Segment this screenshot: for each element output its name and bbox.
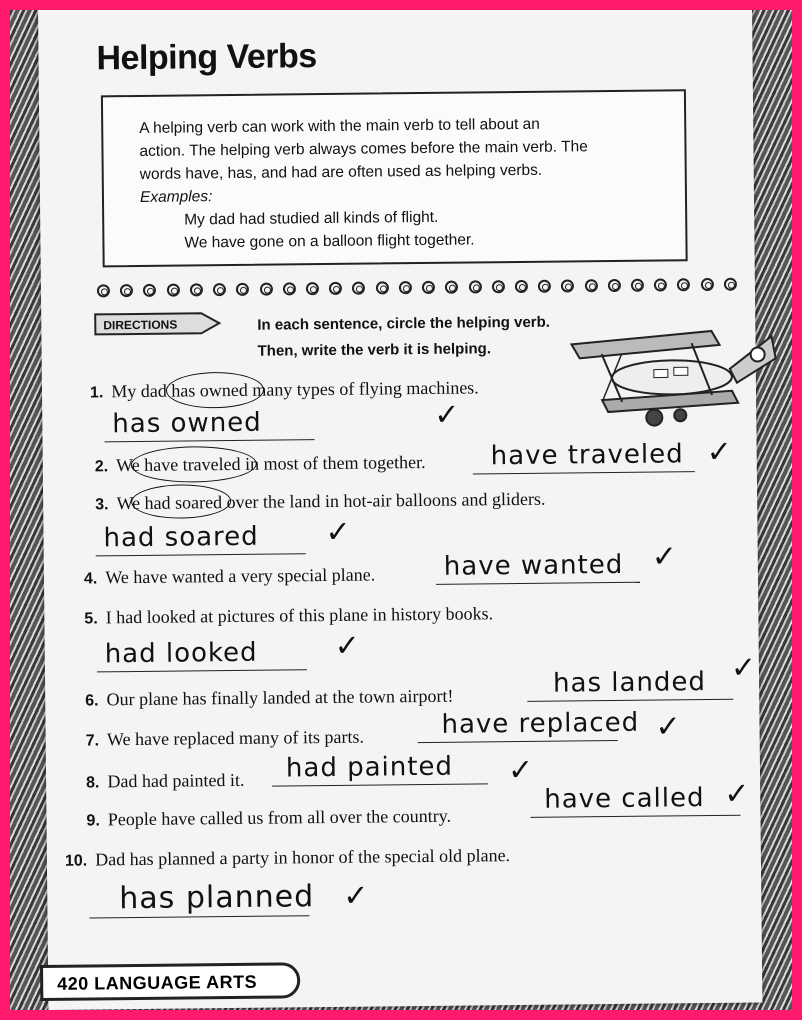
worksheet-page (38, 10, 762, 1010)
definition-line-1: A helping verb can work with the main verb to tell about an (139, 115, 540, 137)
answer-line-7 (418, 740, 618, 743)
check-mark-8: ✓ (507, 753, 534, 788)
answer-line-5 (97, 669, 307, 672)
answer-line-4 (436, 582, 640, 585)
answer-line-1 (105, 439, 315, 442)
sentence-5: 5. I had looked at pictures of this plane in history books. (84, 603, 494, 628)
check-mark-4: ✓ (651, 540, 678, 574)
helping-verb-circle-3 (131, 484, 231, 519)
decorative-dot (283, 282, 296, 295)
decorative-dot (724, 278, 737, 291)
check-mark-9: ✓ (724, 777, 750, 811)
answer-9[interactable]: have called (544, 783, 705, 815)
sentence-4: 4. We have wanted a very special plane. (83, 564, 376, 588)
decorative-dot (97, 284, 110, 297)
check-mark-3: ✓ (325, 515, 351, 550)
definition-line-2: action. The helping verb always comes before the main verb. The (139, 138, 588, 160)
directions-line-1: In each sentence, circle the helping verb. (257, 313, 550, 334)
sentence-8: 8. Dad had painted it. (86, 769, 245, 792)
directions-tag-icon (91, 310, 221, 337)
check-mark-10: ✓ (343, 879, 369, 913)
decorative-dot (213, 283, 226, 296)
answer-line-8 (272, 783, 488, 786)
biplane-illustration-icon (561, 320, 782, 442)
example-1: My dad had studied all kinds of flight. (184, 208, 439, 229)
decorative-dot (538, 280, 551, 293)
answer-1[interactable]: has owned (112, 407, 262, 440)
sentence-3: 3. We had soared over the land in hot-air balloons and gliders. (95, 488, 546, 514)
decorative-dot (167, 284, 180, 297)
helping-verb-circle-1 (166, 372, 264, 409)
decorative-dot (561, 279, 574, 292)
decorative-dot (422, 281, 435, 294)
decorative-dot (306, 282, 319, 295)
decorative-dot (677, 278, 690, 291)
decorative-dot (120, 284, 133, 297)
decorative-dot (259, 283, 272, 296)
answer-2[interactable]: have traveled (490, 439, 684, 472)
decorative-dot (143, 284, 156, 297)
decorative-dot (399, 281, 412, 294)
decorative-dot (584, 279, 597, 292)
decorative-dot (492, 280, 505, 293)
definition-box (101, 89, 688, 267)
check-mark-1: ✓ (434, 398, 460, 432)
check-mark-6: ✓ (730, 651, 757, 685)
answer-6[interactable]: has landed (552, 667, 707, 699)
answer-5[interactable]: had looked (104, 637, 258, 670)
answer-line-6 (527, 699, 733, 702)
decorative-dot (468, 280, 481, 293)
decorative-dot (608, 279, 621, 292)
check-mark-7: ✓ (655, 710, 681, 744)
answer-4[interactable]: have wanted (443, 549, 624, 582)
example-2: We have gone on a balloon flight together. (184, 231, 475, 252)
sentence-2: 2. We have traveled in most of them together. (94, 451, 426, 476)
decorative-dot (236, 283, 249, 296)
answer-line-3 (96, 553, 306, 556)
page-footer: 420 LANGUAGE ARTS (40, 962, 300, 1001)
sentence-1: 1. My dad has owned many types of flying machines. (89, 377, 479, 402)
answer-3[interactable]: had soared (103, 521, 259, 554)
sentence-7: 7. We have replaced many of its parts. (85, 726, 365, 750)
photo-frame (10, 10, 792, 1010)
answer-10[interactable]: has planned (119, 879, 315, 917)
page-title: Helping Verbs (96, 37, 317, 78)
decorative-dot (329, 282, 342, 295)
decorative-dot (701, 278, 714, 291)
decorative-dot (631, 279, 644, 292)
decorative-dot (190, 283, 203, 296)
answer-8[interactable]: had painted (285, 751, 454, 784)
decorative-dot-border (97, 278, 737, 298)
decorative-dot (445, 281, 458, 294)
sentence-10: 10. Dad has planned a party in honor of the special old plane. (64, 845, 511, 870)
directions-text (257, 310, 550, 365)
sentence-9: 9. People have called us from all over the country. (86, 805, 452, 830)
check-mark-5: ✓ (334, 629, 360, 663)
check-mark-2: ✓ (706, 435, 732, 470)
answer-line-2 (473, 471, 695, 474)
decorative-dot (654, 278, 667, 291)
examples-label: Examples: (139, 188, 213, 206)
directions-line-2: Then, write the verb it is helping. (257, 340, 492, 360)
decorative-dot (515, 280, 528, 293)
decorative-dot (352, 282, 365, 295)
helping-verb-circle-2 (131, 446, 257, 483)
directions-tag-label: DIRECTIONS (103, 317, 178, 333)
answer-7[interactable]: have replaced (441, 707, 640, 740)
definition-line-3: words have, has, and had are often used as helping verbs. (139, 161, 543, 183)
sentence-6: 6. Our plane has finally landed at the town airport! (85, 685, 454, 710)
answer-line-9 (530, 815, 740, 818)
decorative-dot (375, 281, 388, 294)
